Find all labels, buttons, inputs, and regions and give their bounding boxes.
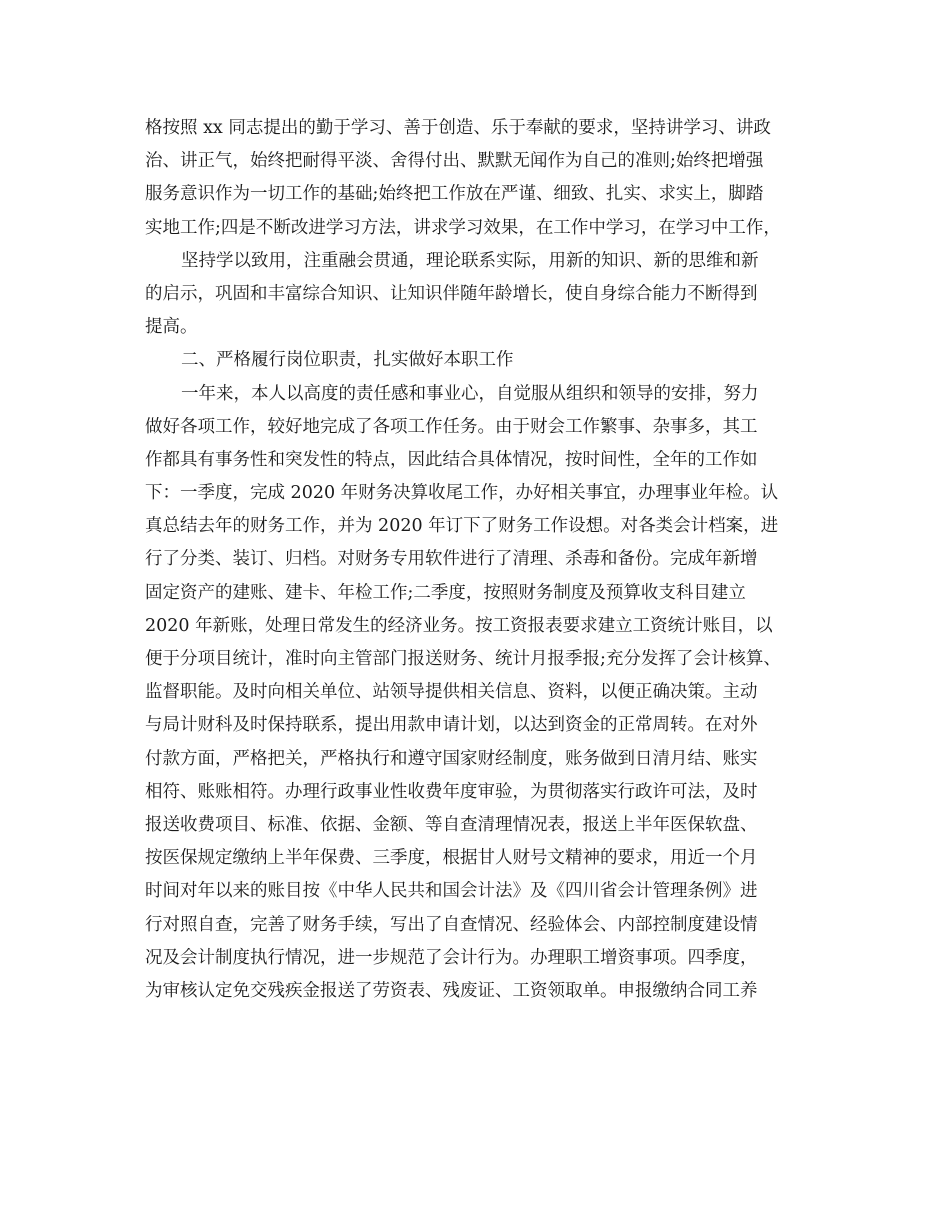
text-line: 二、严格履行岗位职责，扎实做好本职工作 [181, 350, 514, 371]
text-line: 行了分类、装订、归档。对财务专用软件进行了清理、杀毒和备份。完成年新增 [145, 549, 758, 570]
text-line: 况及会计制度执行情况，进一步规范了会计行为。办理职工增资事项。四季度， [145, 947, 758, 968]
text-line: 相符、账账相符。办理行政事业性收费年度审验，为贯彻落实行政许可法，及时 [145, 781, 758, 802]
text-line: 行对照自查，完善了财务手续，写出了自查情况、经验体会、内部控制度建设情 [145, 914, 758, 935]
text-line: 按医保规定缴纳上半年保费、三季度，根据甘人财号文精神的要求，用近一个月 [145, 848, 758, 869]
text-line: 作都具有事务性和突发性的特点，因此结合具体情况，按时间性，全年的工作如 [145, 449, 758, 470]
text-line: 报送收费项目、标准、依据、金额、等自查清理情况表，报送上半年医保软盘、 [145, 814, 758, 835]
text-line: 为审核认定免交残疾金报送了劳资表、残废证、工资领取单。申报缴纳合同工养 [145, 980, 758, 1001]
text-line: 时间对年以来的账目按《中华人民共和国会计法》及《四川省会计管理条例》进 [145, 881, 758, 902]
text-line: 与局计财科及时保持联系，提出用款申请计划，以达到资金的正常周转。在对外 [145, 715, 758, 736]
text-line: 坚持学以致用，注重融会贯通，理论联系实际，用新的知识、新的思维和新 [181, 250, 759, 271]
text-line: 实地工作;四是不断改进学习方法，讲求学习效果，在工作中学习，在学习中工作， [145, 217, 781, 238]
text-line: 一年来，本人以高度的责任感和事业心，自觉服从组织和领导的安排，努力 [181, 383, 759, 404]
text-line: 2020 年新账，处理日常发生的经济业务。按工资报表要求建立工资统计账目，以 [145, 615, 773, 636]
text-line: 提高。 [145, 317, 198, 338]
text-line: 便于分项目统计，准时向主管部门报送财务、统计月报季报;充分发挥了会计核算、 [145, 649, 781, 669]
text-line: 监督职能。及时向相关单位、站领导提供相关信息、资料，以便正确决策。主动 [145, 682, 758, 703]
text-line: 服务意识作为一切工作的基础;始终把工作放在严谨、细致、扎实、求实上，脚踏 [145, 184, 764, 205]
text-line: 治、讲正气，始终把耐得平淡、舍得付出、默默无闻作为自己的准则;始终把增强 [145, 151, 764, 172]
text-line: 真总结去年的财务工作，并为 2020 年订下了财务工作设想。对各类会计档案，进 [145, 516, 779, 537]
text-line: 做好各项工作，较好地完成了各项工作任务。由于财会工作繁事、杂事多，其工 [145, 416, 758, 437]
text-line: 格按照 xx 同志提出的勤于学习、善于创造、乐于奉献的要求，坚持讲学习、讲政 [145, 118, 771, 138]
text-line: 付款方面，严格把关，严格执行和遵守国家财经制度，账务做到日清月结、账实 [145, 748, 758, 769]
document-body [145, 112, 835, 1008]
text-line: 固定资产的建账、建卡、年检工作;二季度，按照财务制度及预算收支科目建立 [145, 582, 746, 603]
text-line: 的启示，巩固和丰富综合知识、让知识伴随年龄增长，使自身综合能力不断得到 [145, 283, 758, 304]
text-line: 下：一季度，完成 2020 年财务决算收尾工作，办好相关事宜，办理事业年检。认 [145, 483, 779, 504]
